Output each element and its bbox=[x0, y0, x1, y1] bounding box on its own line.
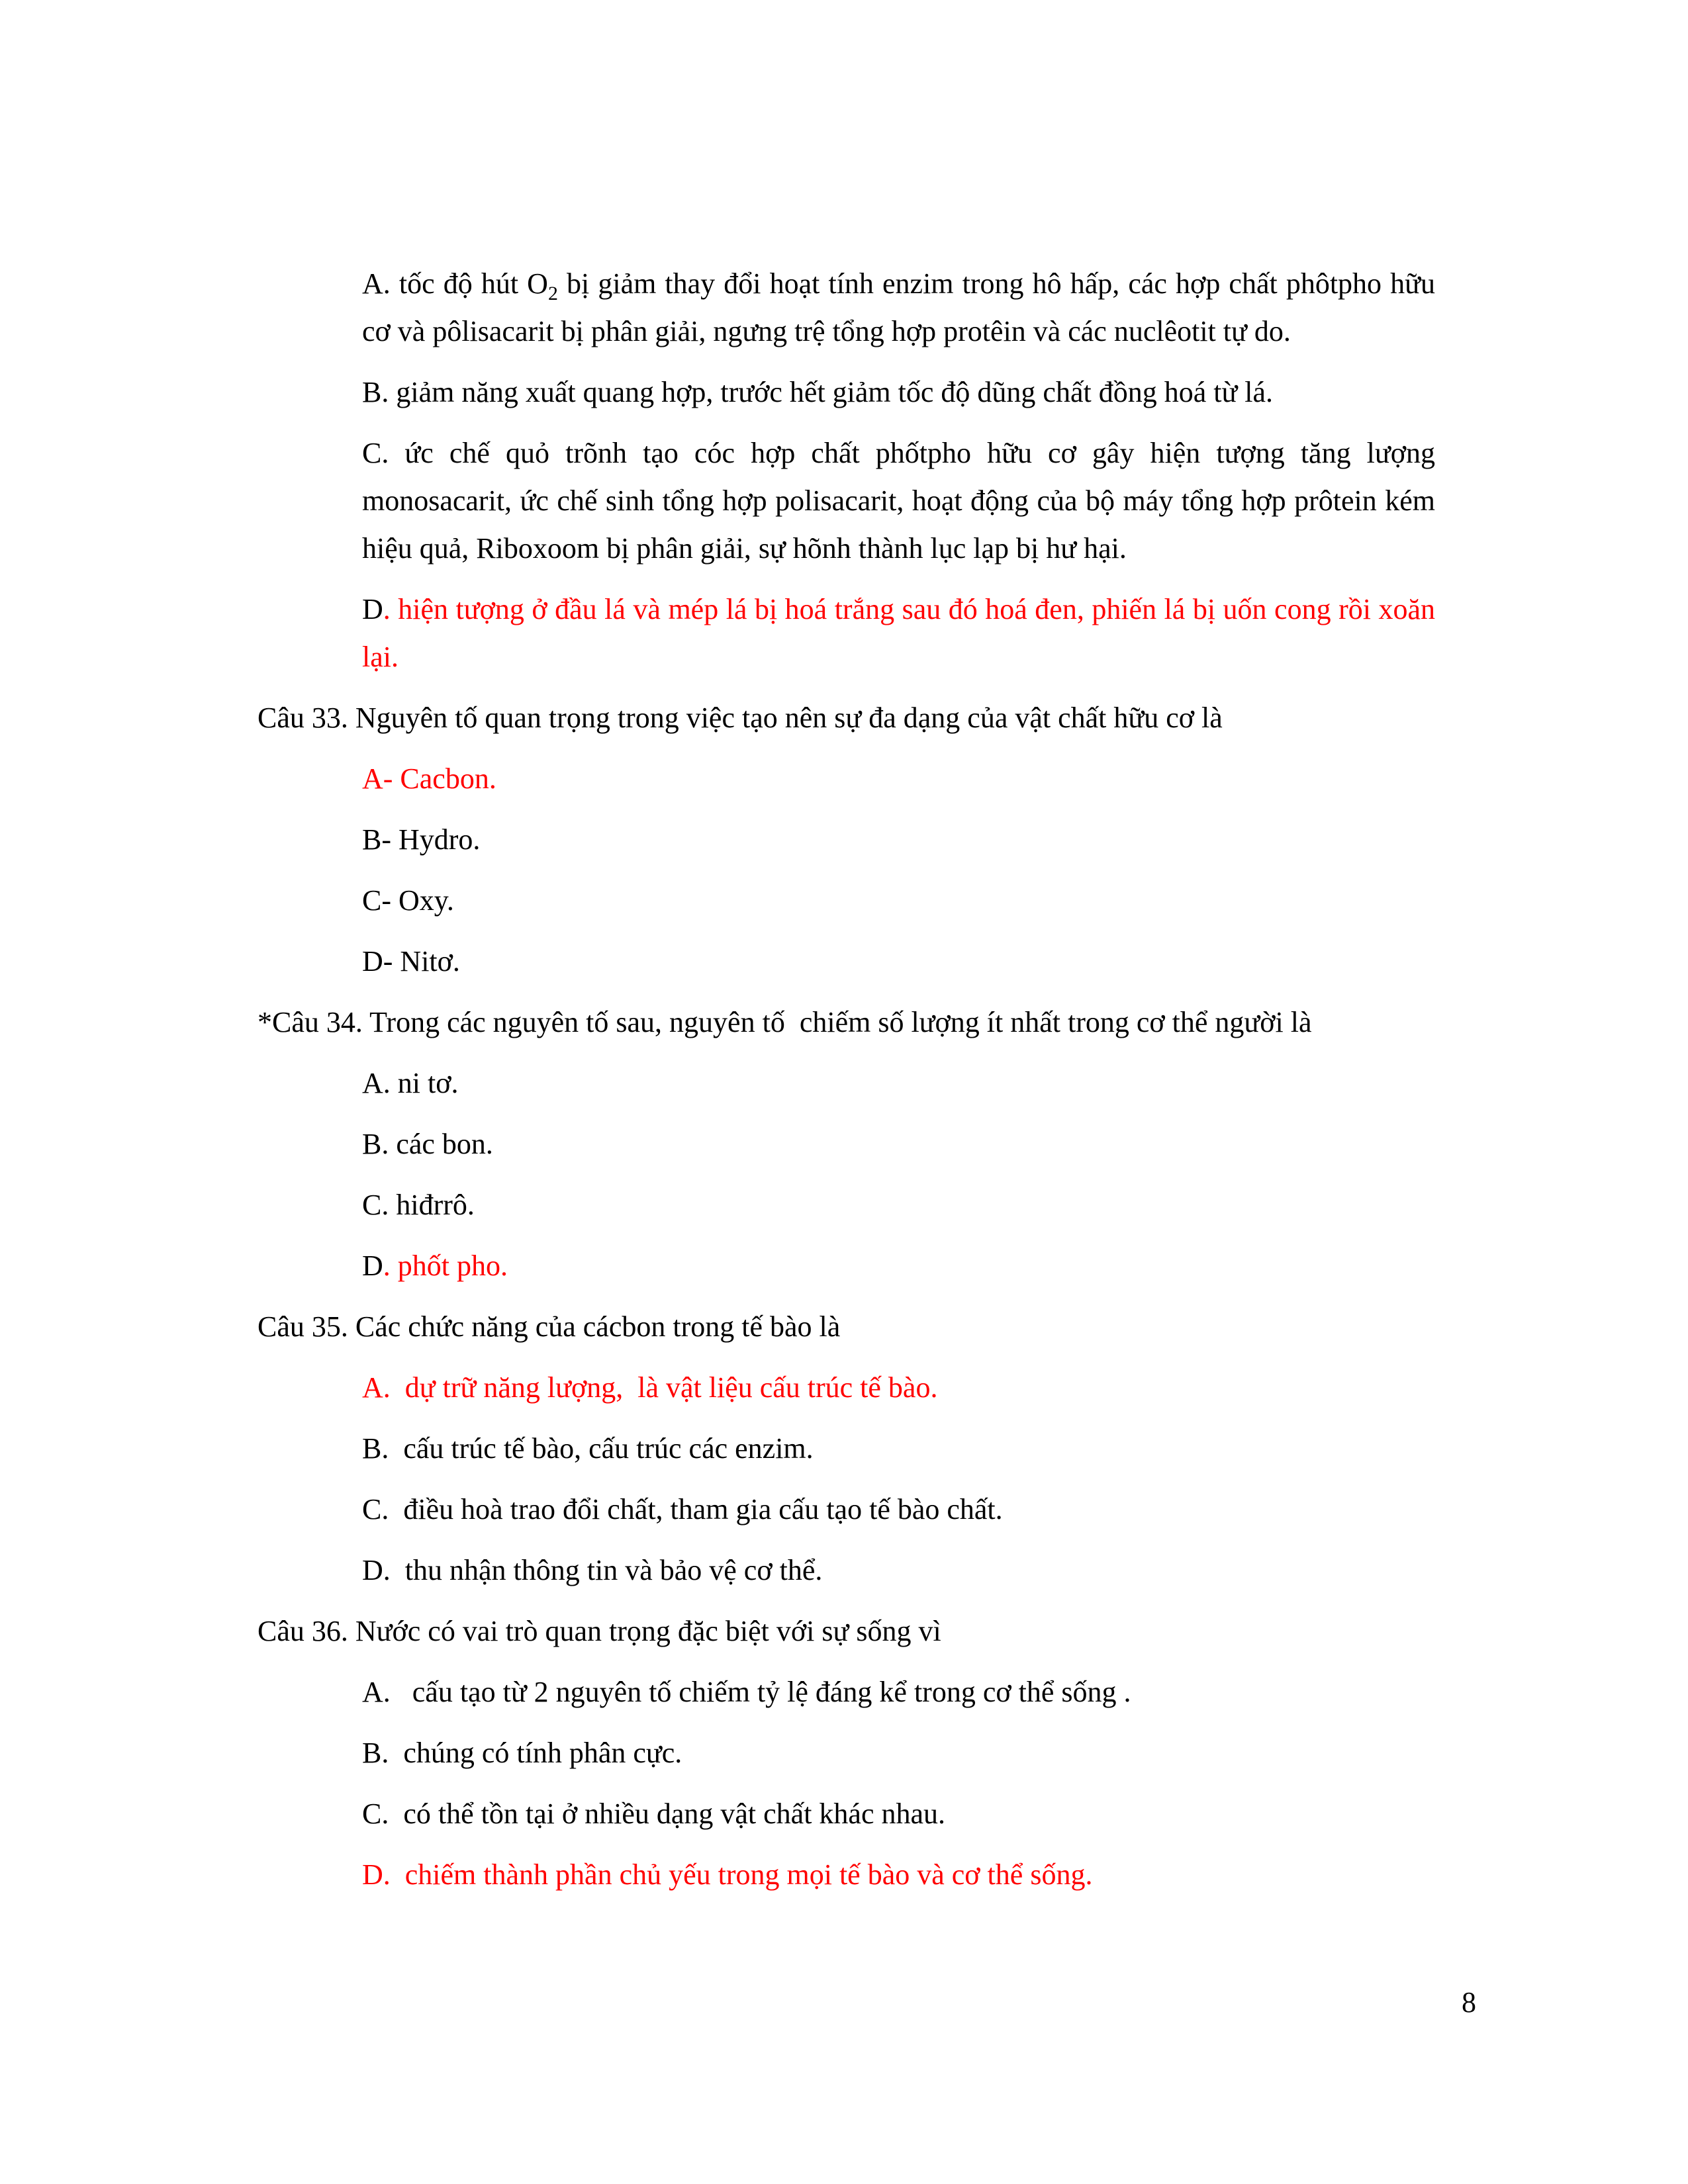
question-35-option-d bbox=[362, 1547, 1435, 1594]
question-34 bbox=[258, 999, 1435, 1046]
prev-question-option-d-text-0: D bbox=[362, 593, 383, 625]
question-33-option-b bbox=[362, 816, 1435, 864]
question-34-option-d-text-1: . phốt pho. bbox=[383, 1250, 508, 1282]
question-33-option-a-text-0: A- Cacbon. bbox=[362, 762, 496, 795]
question-35-option-c bbox=[362, 1486, 1435, 1533]
question-35-option-d-text-0: D. thu nhận thông tin và bảo vệ cơ thể. bbox=[362, 1554, 823, 1586]
question-36-option-a-text-0: A. cấu tạo từ 2 nguyên tố chiếm tỷ lệ đáng kể trong cơ thể sống . bbox=[362, 1676, 1131, 1708]
question-34-option-a-text-0: A. ni tơ. bbox=[362, 1067, 459, 1099]
question-36-option-c bbox=[362, 1790, 1435, 1838]
prev-question-option-a-text-1: 2 bbox=[547, 282, 558, 304]
question-33-option-c-text-0: C- Oxy. bbox=[362, 884, 454, 917]
question-34-option-d-text-0: D bbox=[362, 1250, 383, 1282]
question-34-option-c bbox=[362, 1181, 1435, 1229]
question-36-option-d-text-0: D. chiếm thành phần chủ yếu trong mọi tế bào và cơ thể sống. bbox=[362, 1858, 1093, 1891]
question-36-option-d bbox=[362, 1851, 1435, 1899]
question-34-option-b bbox=[362, 1120, 1435, 1168]
question-36-option-c-text-0: C. có thể tồn tại ở nhiều dạng vật chất khác nhau. bbox=[362, 1797, 946, 1830]
question-36-option-b bbox=[362, 1729, 1435, 1777]
question-34-option-d bbox=[362, 1242, 1435, 1290]
question-36-option-a bbox=[362, 1668, 1435, 1716]
question-36-option-b-text-0: B. chúng có tính phân cực. bbox=[362, 1737, 682, 1769]
question-35-option-b-text-0: B. cấu trúc tế bào, cấu trúc các enzim. bbox=[362, 1432, 814, 1465]
question-36 bbox=[258, 1608, 1435, 1655]
prev-question-option-b-text-0: B. giảm năng xuất quang hợp, trước hết giảm tốc độ dũng chất đồng hoá từ lá. bbox=[362, 376, 1274, 408]
question-33-option-d bbox=[362, 938, 1435, 985]
question-35 bbox=[258, 1303, 1435, 1351]
page-number: 8 bbox=[1462, 1986, 1476, 2019]
prev-question-option-c-text-0: C. ức chế quỏ trõnh tạo cóc hợp chất phốtpho hữu cơ gây hiện tượng tăng lượng monosacarit, ức chế sinh tổng hợp polisacarit, hoạt động của bộ máy tổng hợp prôtein kém hiệu quả, Riboxoom bị phân giải, sự hõnh thành lục lạp bị hư hại. bbox=[362, 437, 1442, 565]
question-34-option-c-text-0: C. hiđrrô. bbox=[362, 1189, 475, 1221]
question-34-option-a bbox=[362, 1060, 1435, 1107]
question-33-option-b-text-0: B- Hydro. bbox=[362, 823, 481, 856]
question-35-option-c-text-0: C. điều hoà trao đổi chất, tham gia cấu tạo tế bào chất. bbox=[362, 1493, 1003, 1525]
prev-question-option-a-text-2: bị giảm thay đổi hoạt tính enzim trong hô hấp, các hợp chất phôtpho hữu cơ và pôlisacarit bị phân giải, ngưng trệ tổng hợp protêin và các nuclêotit tự do. bbox=[362, 267, 1442, 347]
question-33 bbox=[258, 694, 1435, 742]
prev-question-option-d bbox=[362, 586, 1442, 681]
question-35-text-0: Câu 35. Các chức năng của cácbon trong tế bào là bbox=[258, 1310, 841, 1343]
question-33-option-d-text-0: D- Nitơ. bbox=[362, 945, 460, 978]
prev-question-option-d-text-1: . hiện tượng ở đầu lá và mép lá bị hoá trắng sau đó hoá đen, phiến lá bị uốn cong rồi xoăn lại. bbox=[362, 593, 1442, 673]
question-33-option-c bbox=[362, 877, 1435, 925]
question-35-option-b bbox=[362, 1425, 1435, 1473]
document-content bbox=[258, 260, 1442, 1912]
question-35-option-a-text-0: A. dự trữ năng lượng, là vật liệu cấu trúc tế bào. bbox=[362, 1371, 938, 1404]
question-34-option-b-text-0: B. các bon. bbox=[362, 1128, 493, 1160]
question-36-text-0: Câu 36. Nước có vai trò quan trọng đặc biệt với sự sống vì bbox=[258, 1615, 941, 1647]
question-33-option-a bbox=[362, 755, 1435, 803]
prev-question-option-a bbox=[362, 260, 1442, 355]
question-34-text-0: *Câu 34. Trong các nguyên tố sau, nguyên tố chiếm số lượng ít nhất trong cơ thể người là bbox=[258, 1006, 1312, 1038]
question-33-text-0: Câu 33. Nguyên tố quan trọng trong việc tạo nên sự đa dạng của vật chất hữu cơ là bbox=[258, 702, 1223, 734]
prev-question-option-c bbox=[362, 430, 1442, 572]
prev-question-option-a-text-0: A. tốc độ hút O bbox=[362, 267, 548, 300]
prev-question-option-b bbox=[362, 369, 1435, 416]
question-35-option-a bbox=[362, 1364, 1435, 1412]
